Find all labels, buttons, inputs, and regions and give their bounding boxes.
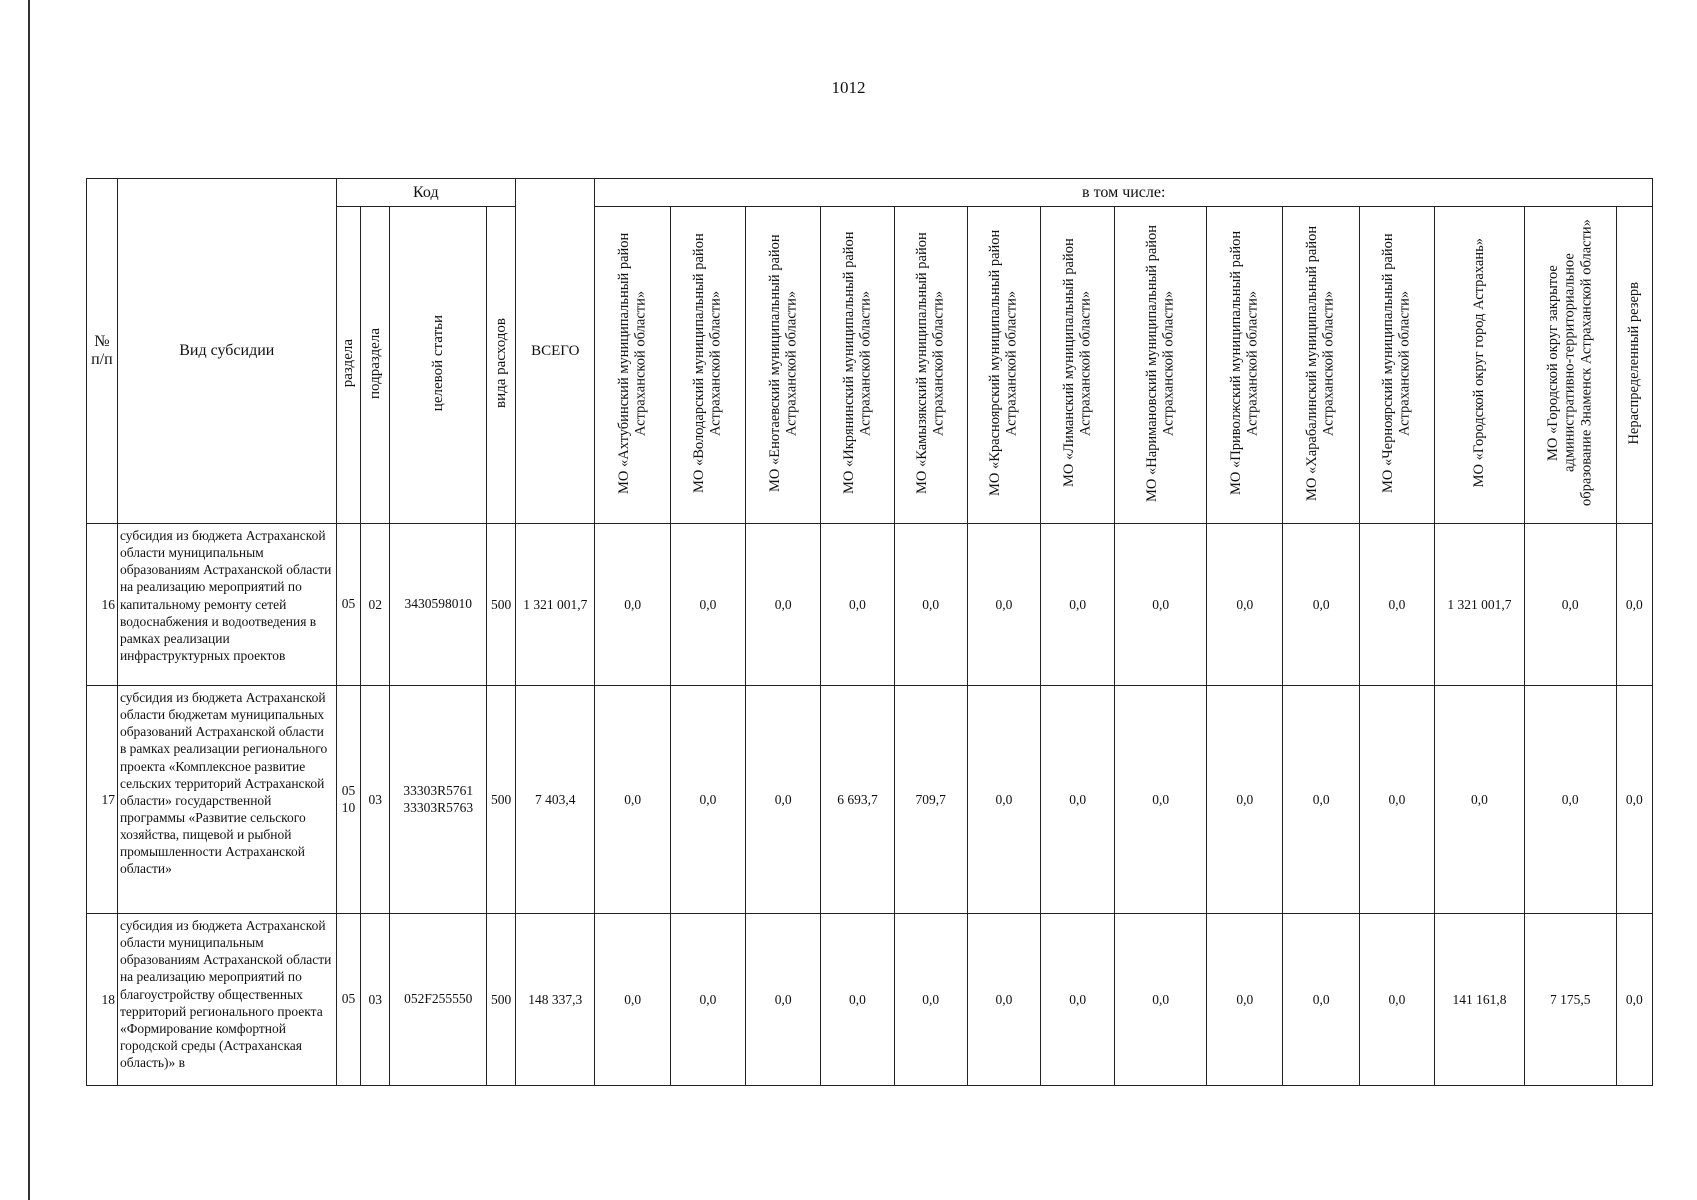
header-municipality: МО «Харабалинский муниципальный район Астраханской области» (1283, 207, 1359, 524)
header-municipality: МО «Приволжский муниципальный район Астраханской области» (1207, 207, 1283, 524)
municipality-value: 0,0 (595, 524, 670, 686)
header-municipality: МО «Городской округ закрытое административно-территориальное образование Знаменск Астраханской области» (1524, 207, 1616, 524)
header-municipality: МО «Икрянинский муниципальный район Астраханской области» (821, 207, 894, 524)
code-expense: 500 (487, 914, 516, 1086)
header-municipality: МО «Камызякский муниципальный район Астраханской области» (894, 207, 967, 524)
header-municipality: МО «Володарский муниципальный район Астраханской области» (670, 207, 745, 524)
municipality-value: 0,0 (967, 686, 1040, 914)
code-section-cell (336, 686, 361, 914)
header-code-subsection: подраздела (361, 207, 390, 524)
municipality-value: 0,0 (1616, 686, 1652, 914)
code-subsection: 03 (361, 914, 390, 1086)
municipality-value: 0,0 (670, 914, 745, 1086)
municipality-value: 0,0 (1283, 524, 1359, 686)
municipality-value: 0,0 (746, 524, 821, 686)
municipality-value: 7 175,5 (1524, 914, 1616, 1086)
header-total: ВСЕГО (516, 179, 595, 524)
subsidy-description: субсидия из бюджета Астраханской области бюджетам муниципальных образований Астраханской области в рамках реализации регионального проекта «Комплексное развитие сельских территорий Астраханской области» государственной программы «Развитие сельского хозяйства, пищевой и рыбной промышленности Астраханской области» (117, 686, 336, 914)
municipality-value: 0,0 (1283, 914, 1359, 1086)
municipality-value: 0,0 (1041, 914, 1115, 1086)
header-code-expense: вида расходов (487, 207, 516, 524)
header-municipality: МО «Енотаевский муниципальный район Астраханской области» (746, 207, 821, 524)
code-section: 05 (341, 596, 356, 612)
municipality-value: 141 161,8 (1435, 914, 1525, 1086)
municipality-value: 0,0 (967, 914, 1040, 1086)
municipality-value: 0,0 (1616, 914, 1652, 1086)
code-section-secondary: 10 (341, 799, 356, 815)
municipality-value: 709,7 (894, 686, 967, 914)
header-municipality: МО «Наримановский муниципальный район Астраханской области» (1115, 207, 1207, 524)
header-municipality: МО «Ахтубинский муниципальный район Астраханской области» (595, 207, 670, 524)
header-municipality: МО «Черноярский муниципальный район Астраханской области» (1359, 207, 1434, 524)
municipality-value: 0,0 (1115, 914, 1207, 1086)
table-row (87, 914, 1653, 1086)
header-municipality: Нераспределенный резерв (1616, 207, 1652, 524)
code-section-cell (336, 524, 361, 686)
header-subsidy-type: Вид субсидии (117, 179, 336, 524)
municipality-value: 0,0 (1616, 524, 1652, 686)
municipality-value: 0,0 (1207, 686, 1283, 914)
table-row (87, 686, 1653, 914)
municipality-value: 0,0 (670, 524, 745, 686)
header-municipality: МО «Красноярский муниципальный район Астраханской области» (967, 207, 1040, 524)
header-municipality: МО «Городской округ город Астрахань» (1435, 207, 1525, 524)
municipality-value: 0,0 (1115, 686, 1207, 914)
municipality-value: 0,0 (746, 686, 821, 914)
municipality-value: 0,0 (746, 914, 821, 1086)
subsidy-table (86, 178, 1653, 1086)
header-code-section: раздела (336, 207, 361, 524)
code-section: 05 (341, 991, 356, 1007)
municipality-value: 0,0 (595, 686, 670, 914)
code-target-cell (390, 686, 487, 914)
municipality-value: 0,0 (894, 524, 967, 686)
municipality-value: 1 321 001,7 (1435, 524, 1525, 686)
header-including: в том числе: (595, 179, 1653, 207)
code-target-secondary: 33303R5763 (403, 799, 474, 815)
municipality-value: 0,0 (1207, 914, 1283, 1086)
code-subsection: 02 (361, 524, 390, 686)
table-row (87, 524, 1653, 686)
header-code-group: Код (336, 179, 515, 207)
municipality-value: 0,0 (1435, 686, 1525, 914)
subsidy-description: субсидия из бюджета Астраханской области муниципальным образованиям Астраханской области на реализацию мероприятий по благоустройству общественных территорий регионального проекта «Формирование комфортной городской среды (Астраханская область)» в (117, 914, 336, 1086)
code-expense: 500 (487, 686, 516, 914)
municipality-value: 0,0 (821, 524, 894, 686)
municipality-value: 0,0 (1359, 686, 1434, 914)
row-number: 17 (87, 686, 118, 914)
code-target: 052F255550 (404, 991, 473, 1007)
municipality-value: 0,0 (1359, 914, 1434, 1086)
municipality-value: 0,0 (821, 914, 894, 1086)
row-number: 16 (87, 524, 118, 686)
municipality-value: 0,0 (1283, 686, 1359, 914)
page-number: 1012 (831, 78, 866, 97)
total-value: 1 321 001,7 (516, 524, 595, 686)
municipality-value: 0,0 (595, 914, 670, 1086)
municipality-value: 0,0 (1524, 524, 1616, 686)
municipality-value: 0,0 (1041, 686, 1115, 914)
municipality-value: 0,0 (670, 686, 745, 914)
municipality-value: 0,0 (967, 524, 1040, 686)
code-target: 3430598010 (404, 596, 472, 612)
code-subsection: 03 (361, 686, 390, 914)
row-number: 18 (87, 914, 118, 1086)
header-municipality: МО «Лиманский муниципальный район Астраханской области» (1041, 207, 1115, 524)
municipality-value: 0,0 (894, 914, 967, 1086)
total-value: 7 403,4 (516, 686, 595, 914)
code-section-cell (336, 914, 361, 1086)
subsidy-description: субсидия из бюджета Астраханской области муниципальным образованиям Астраханской области на реализацию мероприятий по капитальному ремонту сетей водоснабжения и водоотведения в рамках реализации инфраструктурных проектов (117, 524, 336, 686)
header-code-target: целевой статьи (390, 207, 487, 524)
header-number: № п/п (87, 179, 118, 524)
total-value: 148 337,3 (516, 914, 595, 1086)
code-target-cell (390, 914, 487, 1086)
municipality-value: 0,0 (1115, 524, 1207, 686)
code-expense: 500 (487, 524, 516, 686)
code-target: 33303R5761 (403, 782, 474, 798)
code-section: 05 (341, 782, 356, 798)
municipality-value: 0,0 (1041, 524, 1115, 686)
municipality-value: 0,0 (1524, 686, 1616, 914)
municipality-value: 0,0 (1207, 524, 1283, 686)
binding-line (28, 0, 30, 1200)
municipality-value: 6 693,7 (821, 686, 894, 914)
code-target-cell (390, 524, 487, 686)
municipality-value: 0,0 (1359, 524, 1434, 686)
